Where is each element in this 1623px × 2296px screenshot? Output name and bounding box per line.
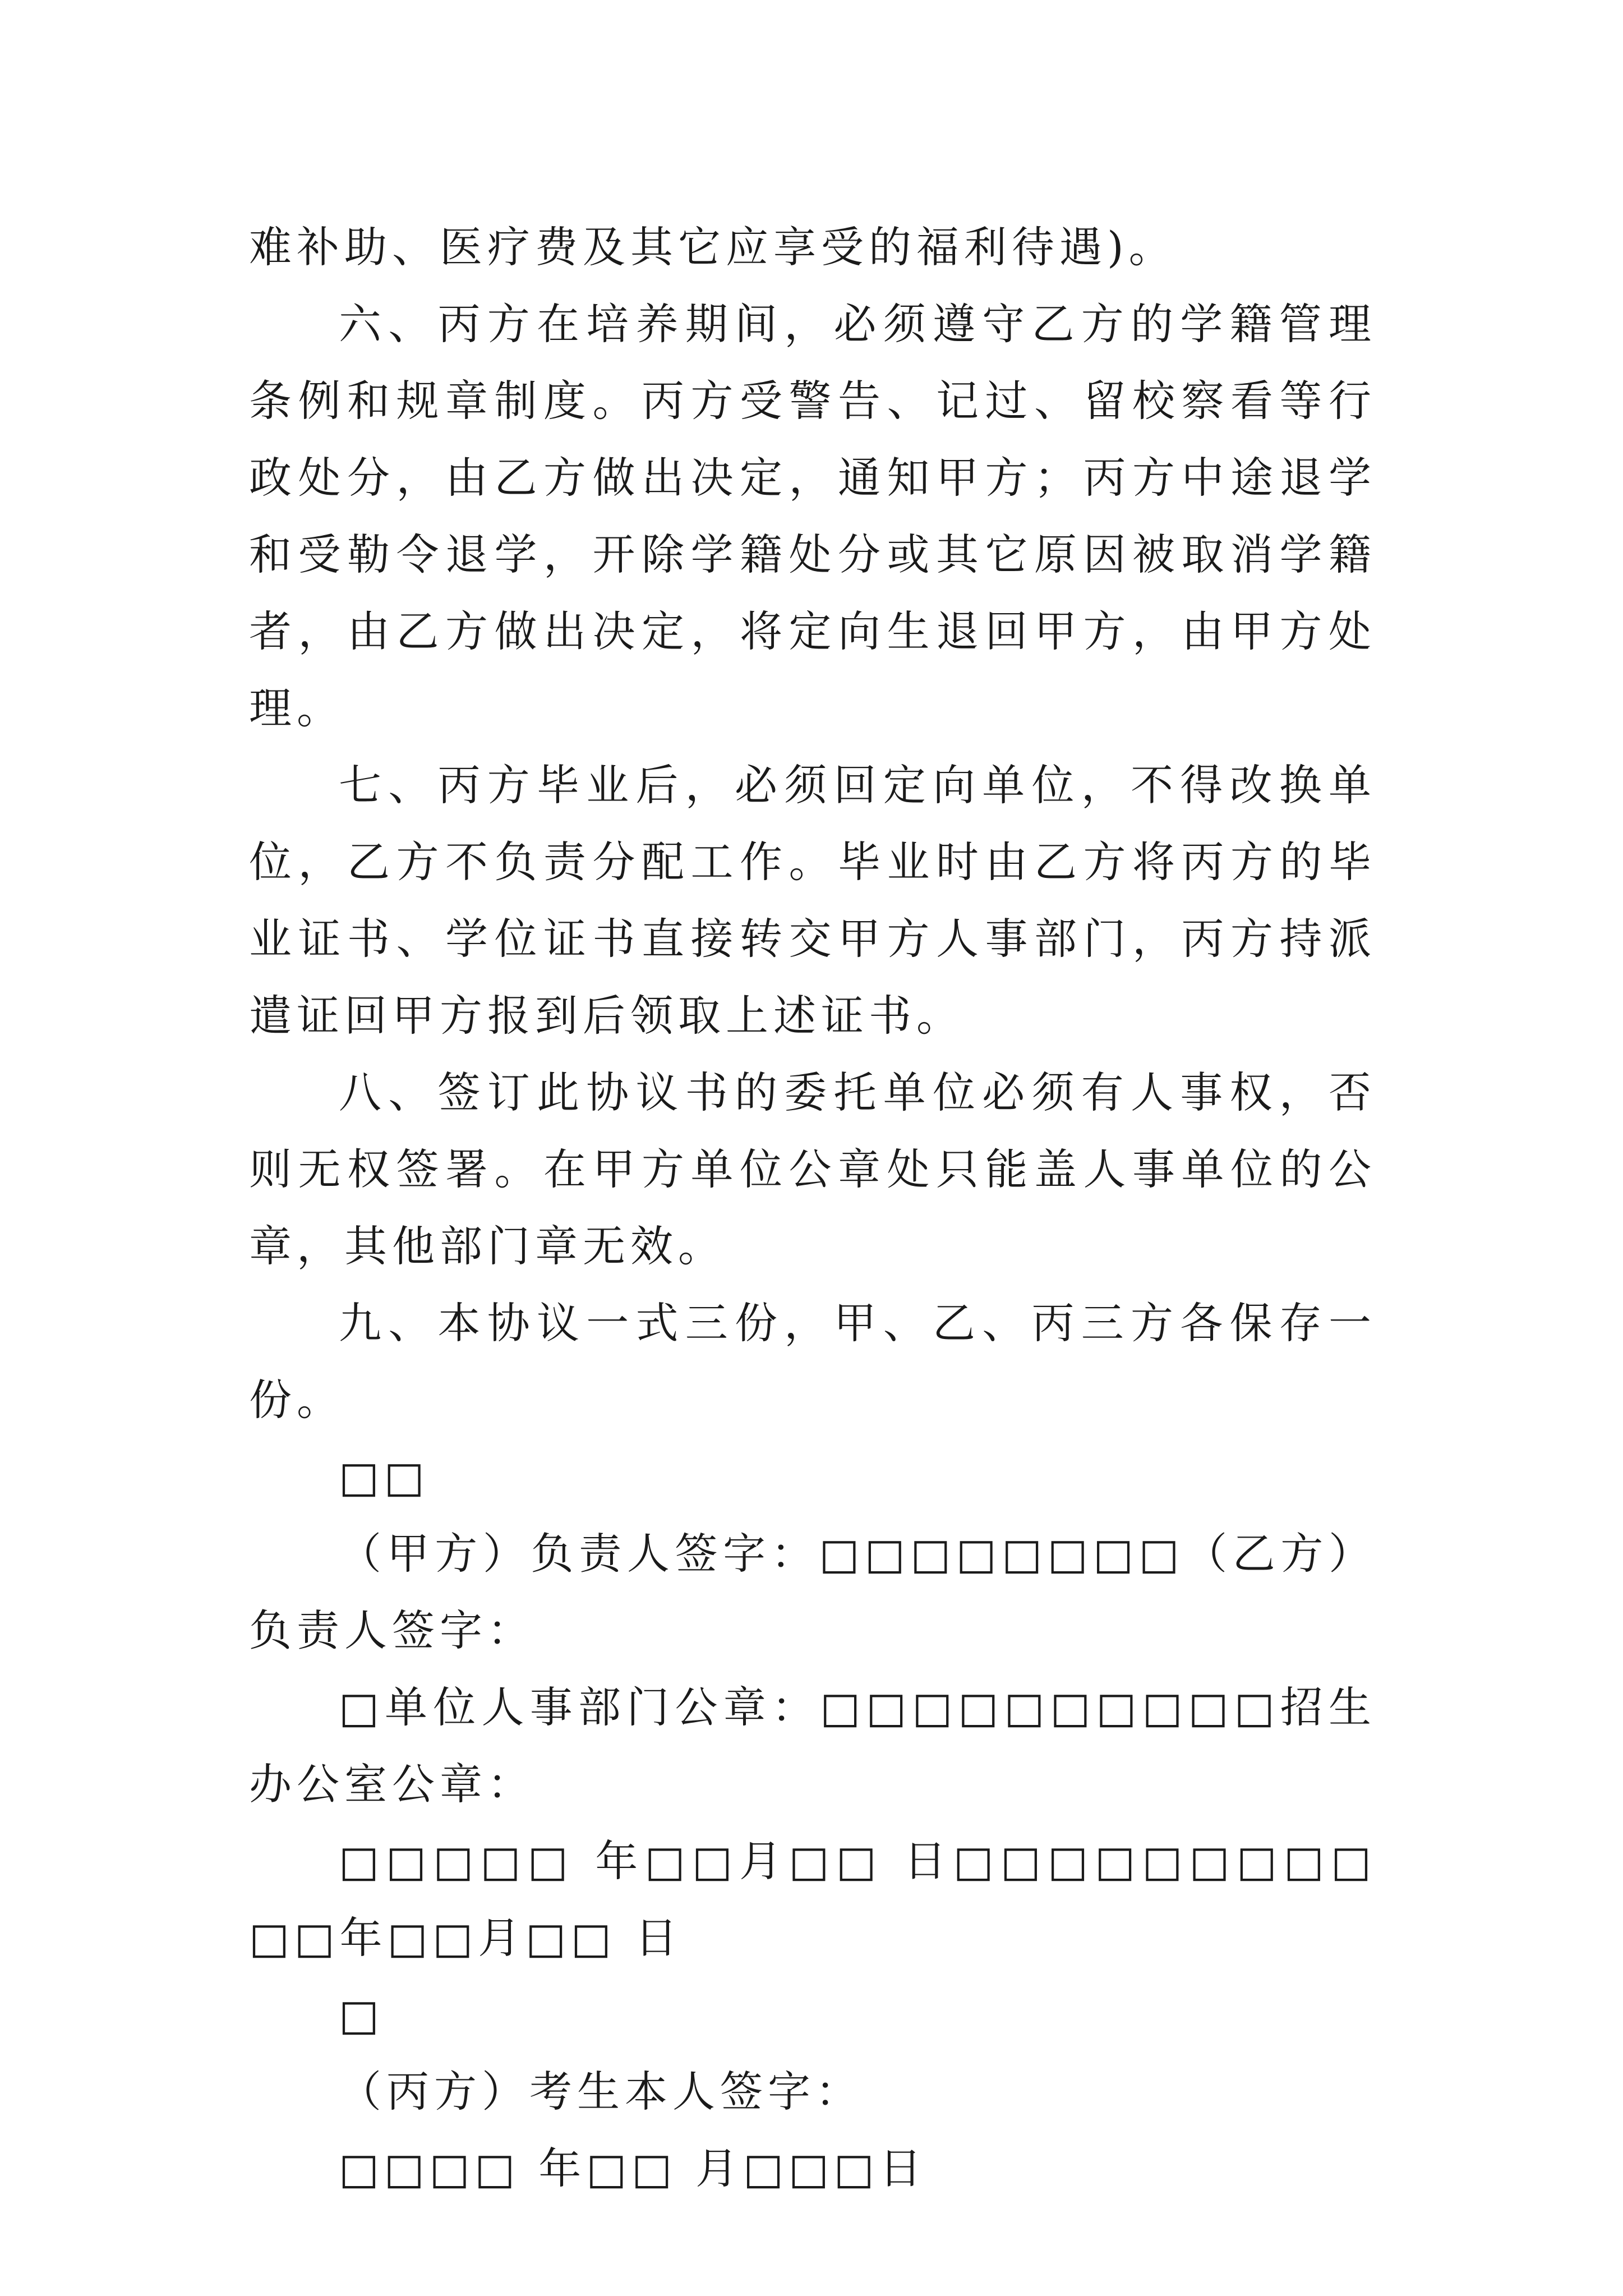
paragraph-continuation: 难补助、医疗费及其它应享受的福利待遇)。	[249, 222, 1177, 272]
clause-nine: 九、本协议一式三份，甲、乙、丙三方各保存一份。	[249, 1298, 1376, 1425]
clause-six: 六、丙方在培养期间，必须遵守乙方的学籍管理条例和规章制度。丙方受警告、记过、留校察看等行政处分，由乙方做出决定，通知甲方；丙方中途退学和受勒令退学，开除学籍处分或其它原因被取消学籍者，由乙方做出决定，将定向生退回甲方，由甲方处理。	[249, 299, 1376, 733]
document-body	[249, 209, 1376, 2207]
date-line-party-a-b: □□□□□ 年□□月□□ 日□□□□□□□□□□□年□□月□□ 日	[249, 1836, 1376, 1963]
clause-seven: 七、丙方毕业后，必须回定向单位，不得改换单位，乙方不负责分配工作。毕业时由乙方将丙方的毕业证书、学位证书直接转交甲方人事部门，丙方持派遣证回甲方报到后领取上述证书。	[249, 760, 1376, 1041]
clause-eight: 八、签订此协议书的委托单位必须有人事权，否则无权签署。在甲方单位公章处只能盖人事单位的公章，其他部门章无效。	[249, 1068, 1376, 1271]
seal-line: □单位人事部门公章：□□□□□□□□□□招生办公室公章：	[249, 1682, 1376, 1809]
signature-line-party-c: （丙方）考生本人签字：	[339, 2067, 863, 2116]
signature-line-party-a-b: （甲方）负责人签字：□□□□□□□□（乙方）负责人签字：	[249, 1529, 1376, 1655]
date-line-party-c: □□□□ 年□□ 月□□□日	[339, 2143, 927, 2193]
blank-line-placeholder-2: □	[339, 1990, 384, 2040]
blank-line-placeholder: □□	[339, 1452, 430, 1502]
